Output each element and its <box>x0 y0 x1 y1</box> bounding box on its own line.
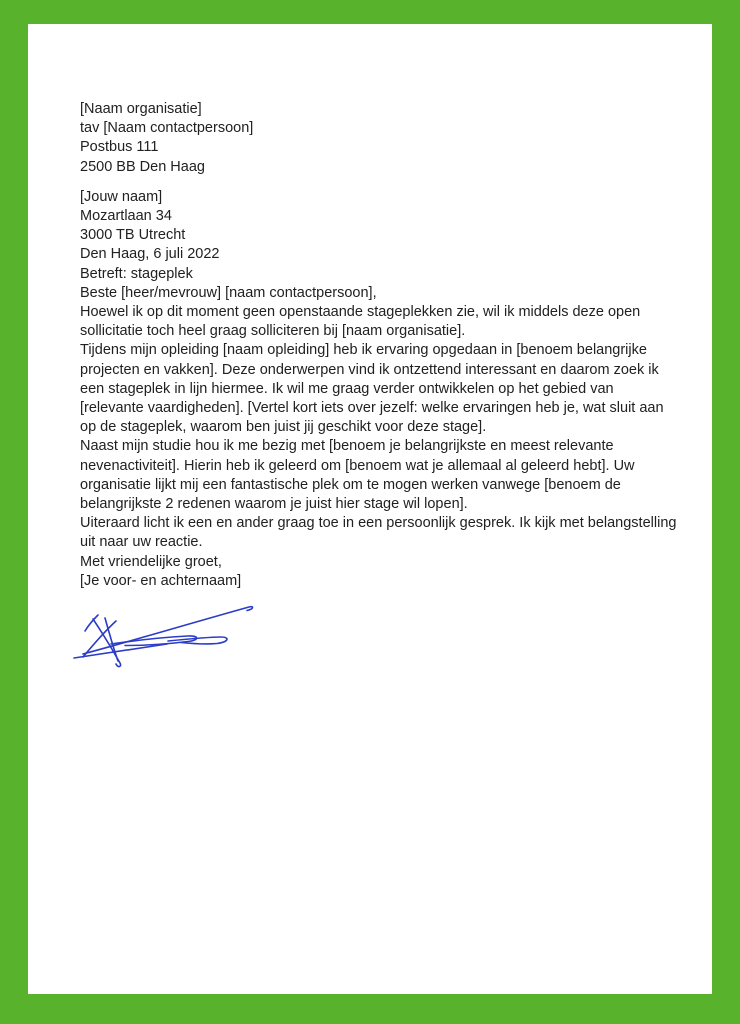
recipient-contact-person: tav [Naam contactpersoon] <box>80 120 254 137</box>
paragraph-call-to-action: Uiteraard licht ik een en ander graag toe in een persoonlijk gesprek. Ik kijk met belangstelling uit naar uw reactie. <box>80 515 677 551</box>
recipient-address-block <box>80 100 680 177</box>
recipient-postbus: Postbus 111 <box>80 139 159 156</box>
letter-page <box>28 24 712 994</box>
closing-line: Met vriendelijke groet, <box>80 553 222 570</box>
signature-name-placeholder: [Je voor- en achternaam] <box>80 572 242 589</box>
sender-city: 3000 TB Utrecht <box>80 227 186 244</box>
sender-address-block <box>80 188 680 246</box>
salutation: Beste [heer/mevrouw] [naam contactpersoon], <box>80 284 377 301</box>
letter-content <box>80 100 680 670</box>
recipient-city: 2500 BB Den Haag <box>80 158 205 175</box>
sender-name: [Jouw naam] <box>80 188 163 205</box>
date-line: Den Haag, 6 juli 2022 <box>80 246 220 263</box>
signature-stroke <box>111 636 197 646</box>
sender-street: Mozartlaan 34 <box>80 208 172 225</box>
recipient-organisation: [Naam organisatie] <box>80 101 202 117</box>
paragraph-opening: Hoewel ik op dit moment geen openstaande stageplekken zie, wil ik middels deze open sollicitatie toch heel graag solliciteren bij [naam organisatie]. <box>80 304 641 340</box>
subject-line: Betreft: stageplek <box>80 265 193 282</box>
handwritten-signature-icon <box>73 600 258 670</box>
paragraph-education: Tijdens mijn opleiding [naam opleiding] heb ik ervaring opgedaan in [benoem belangrijke projecten en vakken]. Deze onderwerpen vind ik ontzettend interessant en daarom zoek ik een stageplek in lijn hiermee. Ik wil me graag verder ontwikkelen op het gebied van [relevante vaardigheden]. [Vertel kort iets over jezelf: welke ervaringen heb je, wat sluit aan op de stageplek, waarom ben juist jij geschikt voor deze stage]. <box>80 342 664 436</box>
paragraph-activities: Naast mijn studie hou ik me bezig met [benoem je belangrijkste en meest relevante nevenactiviteit]. Hierin heb ik geleerd om [benoem wat je allemaal al geleerd hebt]. Uw organisatie lijkt mij een fantastische plek om te mogen werken vanwege [benoem de belangrijkste 2 redenen waarom je juist hier stage wil lopen]. <box>80 438 635 513</box>
